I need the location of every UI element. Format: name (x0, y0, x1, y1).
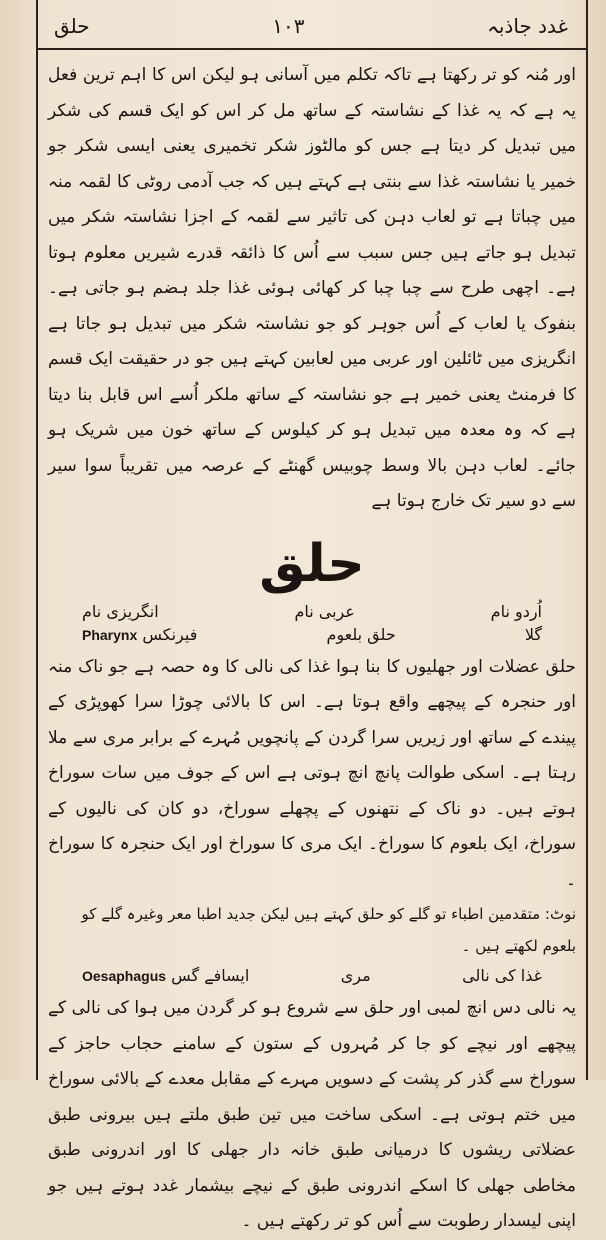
urdu-name-value: گلا (524, 624, 542, 644)
english-name-label: انگریزی نام (82, 601, 159, 621)
english-name-value-2 (82, 966, 249, 985)
names-values-row-2 (42, 966, 582, 985)
urdu-name-label: اُردو نام (490, 601, 542, 621)
arabic-name-value: حلق بلعوم (326, 624, 396, 644)
paragraph-oesophagus: یہ نالی دس انچ لمبی اور حلق سے شروع ہو کر گردن میں ہوا کی نالی کے پیچھے اور نیچے کو جا کر مُہروں کے ستون کے سامنے حجاب حاجز کے سوراخ سے گذر کر پشت کے دسویں مہرے کے مقابل معدے کے بالائی سوراخ میں ختم ہوتی ہے۔ اسکی ساخت میں تین طبق ملتے ہیں بیرونی طبق عضلاتی ریشوں کا درمیانی طبق خانہ دار جھلی کا اور اندرونی طبق مخاطی جھلی کا اسکے اندرونی طبق کے نیچے بیشمار غدد ہوتے ہیں جو اپنی لیسدار رطوبت سے اُس کو تر رکھتے ہیں ۔ (48, 998, 576, 1231)
right-margin-rule (586, 0, 588, 1080)
header-rule (36, 48, 586, 50)
note-line: نوٹ: متقدمین اطباء تو گلے کو حلق کہتے ہیں لیکن جدید اطبا معر وغیرہ گلے کو بلعوم لکھتے ہیں ۔ (81, 905, 576, 955)
left-margin-rule (36, 0, 38, 1080)
page-body (42, 58, 582, 1240)
header-right-title: غدد جاذبہ (487, 14, 568, 38)
english-name-latin: Pharynx (82, 626, 138, 643)
paragraph-saliva: اور مُنہ کو تر رکھتا ہے تاکہ تکلم میں آسانی ہو لیکن اس کا اہم ترین فعل یہ ہے کہ یہ غذا کے نشاستہ کے ساتھ مل کر اس کو ایک قسم کی شکر میں تبدیل کر دیتا ہے جس کو مالٹوز شکر تخمیری یعنی ایسی شکر جو خمیر یا نشاستہ غذا سے بنتی ہے کہتے ہیں کہ جب آدمی روٹی کا لقمہ منہ میں چباتا ہے تو لعاب دہن کی تاثیر سے لقمہ کے اجزا نشاستہ شکر میں تبدیل ہو جاتے ہیں جس سبب سے اُس کا ذائقہ قدرے شیریں معلوم ہوتا ہے۔ اچھی طرح سے چبا چبا کر کھائی ہوئی غذا جلد ہضم ہو جاتی ہے۔ بنفوک یا لعاب کے اُس جوہر کو جو نشاستہ شکر میں تبدیل ہو جاتا ہے انگریزی میں ٹائلین اور عربی میں لعابین کہتے ہیں جو در حقیقت ایک قسم کا فرمنٹ یعنی خمیر ہے جو نشاستہ کے ساتھ ملکر اُسے اس قابل بنا دیتا ہے کہ وہ معدہ میں تبدیل ہو کر کیلوس کے ساتھ خون میں شریک ہو جائے۔ لعاب دہن بالا وسط چوبیس گھنٹے کے عرصہ میں تقریباً سوا سیر سے دو سیر تک خارج ہوتا ہے (48, 65, 576, 511)
urdu-name-value-2: غذا کی نالی (462, 966, 542, 985)
page-number: ۱۰۳ (272, 14, 305, 38)
running-header (36, 6, 586, 46)
arabic-name-label: عربی نام (294, 601, 355, 621)
english-name-latin-2: Oesaphagus (82, 968, 167, 984)
header-left-title: حلق (54, 14, 90, 38)
paragraph-pharynx: حلق عضلات اور جھلیوں کا بنا ہوا غذا کی نالی کا وہ حصہ ہے جو ناک منہ اور حنجرہ کے پیچھے واقع ہوتا ہے۔ اس کا بالائی چوڑا سرا کھوپڑی کے پیندے کے ساتھ اور زیریں سرا گردن کے پانچویں مُہرے کے برابر مری سے ملا رہتا ہے۔ اسکی طوالت پانچ انچ ہوتی ہے اس کے جوف میں سات سوراخ ہوتے ہیں۔ دو ناک کے نتھنوں کے پچھلے سوراخ، دو کان کی نالیوں کے سوراخ، ایک بلعوم کا سوراخ۔ ایک مری کا سوراخ اور ایک حنجرہ کا سوراخ ۔ (48, 656, 576, 890)
names-header-row (42, 602, 582, 621)
english-name-urdu-script: فیرنکس (142, 624, 198, 644)
english-name-value (82, 625, 197, 644)
english-name-urdu-script-2: ایسافے گس (171, 966, 250, 985)
section-title: حلق (259, 533, 365, 594)
names-values-row (42, 625, 582, 644)
arabic-name-value-2: مری (340, 966, 371, 985)
